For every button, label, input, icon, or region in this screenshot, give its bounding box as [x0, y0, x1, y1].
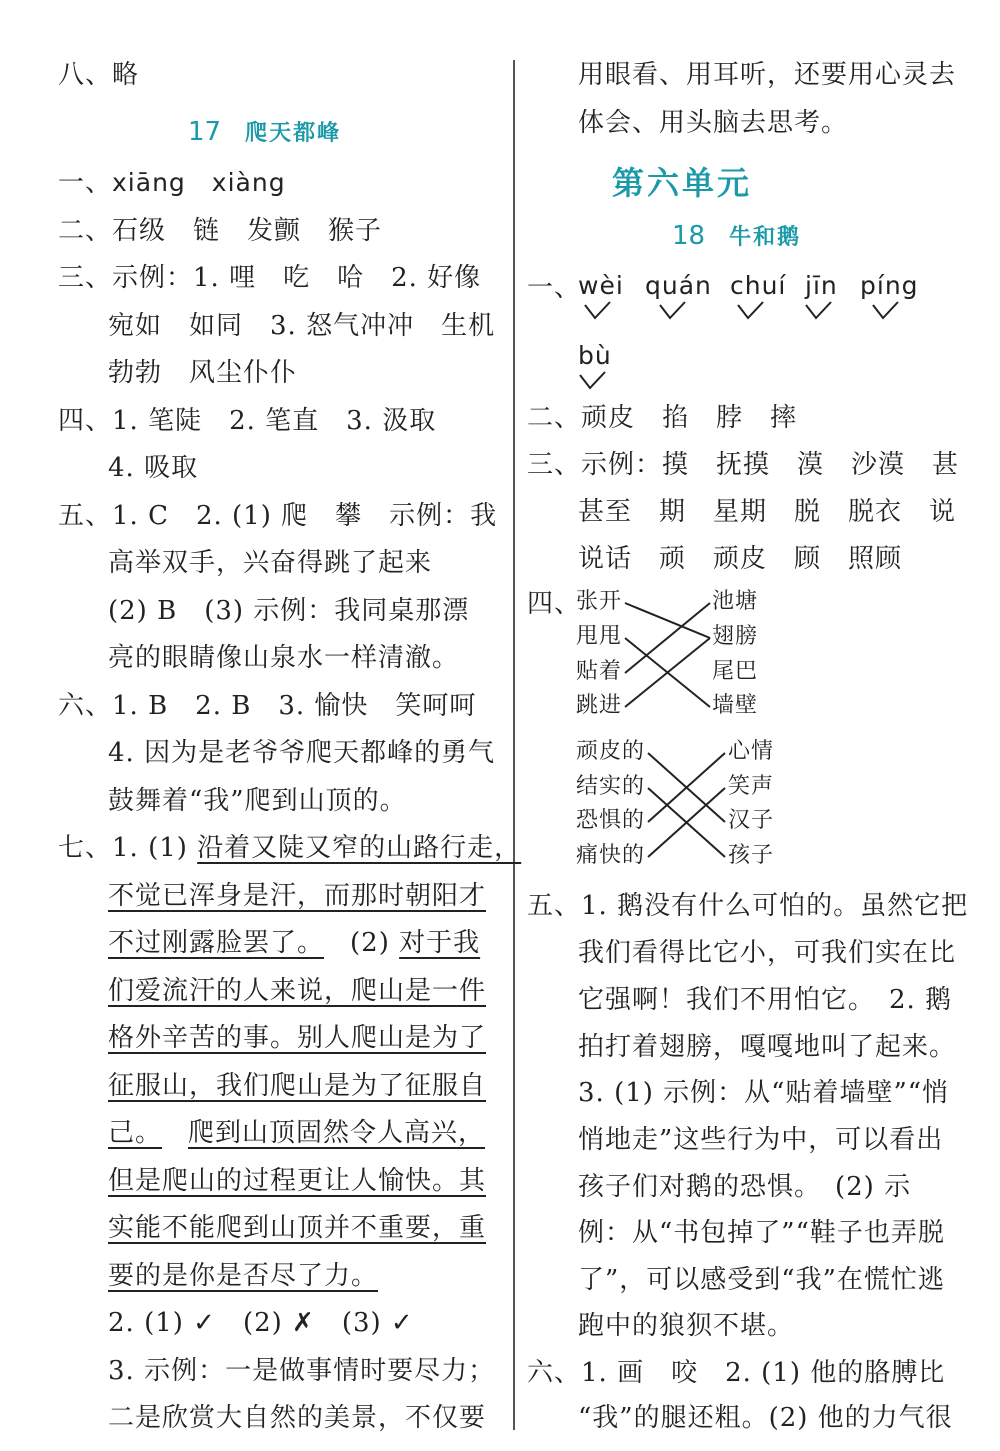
match-right-1: 池塘	[712, 589, 759, 614]
answer-5-cont3: 拍打着翅膀，嘎嘎地叫了起来。	[578, 1032, 957, 1062]
answer-5-cont2: (2) B (3) 示例：我同桌那漂	[108, 596, 470, 626]
answer-6: 六、1. 画 咬 2. (1) 他的胳膊比	[527, 1358, 946, 1388]
section-title: 牛和鹅	[729, 224, 802, 250]
answer-8: 八、略	[58, 60, 140, 90]
check-mark-icon	[873, 302, 898, 318]
answer-7-cont8: 实能不能爬到山顶并不重要，重	[108, 1213, 487, 1243]
section-number: 17	[188, 117, 222, 147]
answer-7-cont4: 格外辛苦的事。别人爬山是为了	[108, 1023, 487, 1053]
label: (2)	[350, 928, 400, 958]
answer-3-cont: 宛如 如同 3. 怒气冲冲 生机	[108, 311, 496, 341]
answer-3-cont: 甚至 期 星期 脱 脱衣 说	[578, 497, 957, 527]
answer-5-cont: 高举双手，兴奋得跳了起来	[108, 548, 433, 578]
answer-5-cont4: 3. (1) 示例：从“贴着墙壁”“悄	[578, 1078, 950, 1108]
answer-6-cont: 4. 因为是老爷爷爬天都峰的勇气	[108, 738, 496, 768]
pinyin-3: chuí	[730, 271, 787, 300]
check-mark-icon	[580, 372, 605, 388]
underlined-text: 对于我	[399, 928, 481, 958]
section-number: 18	[672, 221, 706, 251]
answer-5-cont5: 悄地走”这些行为中，可以看出	[578, 1125, 944, 1155]
answer-4-label: 四、	[527, 589, 582, 619]
match2-left-3: 恐惧的	[576, 808, 646, 833]
match-left-3: 贴着	[576, 659, 623, 684]
answer-5-cont2: 它强啊！我们不用怕它。 2. 鹅	[578, 985, 953, 1015]
answer-5-cont9: 跑中的狼狈不堪。	[578, 1311, 795, 1341]
answer-3-cont2: 说话 顽 顽皮 顾 照顾	[578, 544, 903, 574]
answer-3: 三、示例：摸 抚摸 漠 沙漠 甚	[527, 450, 960, 480]
match-left-1: 张开	[576, 589, 623, 614]
match-right-3: 尾巴	[712, 659, 759, 684]
section-title: 爬天都峰	[245, 120, 342, 146]
answer-3-cont2: 勃勃 风尘仆仆	[108, 358, 298, 388]
label: 一、	[58, 168, 113, 198]
underlined-text: 沿着又陡又窄的山路行走，	[197, 833, 522, 863]
answer-4-cont: 4. 吸取	[108, 453, 199, 483]
answer-7-cont3: 们爱流汗的人来说，爬山是一件	[108, 976, 487, 1006]
match2-right-3: 汉子	[728, 808, 775, 833]
match2-right-1: 心情	[728, 739, 775, 764]
pinyin-2: quán	[645, 271, 712, 300]
answer-5-cont3: 亮的眼睛像山泉水一样清澈。	[108, 643, 460, 673]
match2-left-2: 结实的	[576, 774, 646, 799]
check-mark-icon	[738, 302, 763, 318]
pinyin-1: wèi	[578, 271, 624, 300]
text-line: 体会、用头脑去思考。	[578, 108, 849, 138]
answer-7-2: 2. (1) ✓ (2) ✗ (3) ✓	[108, 1308, 414, 1338]
match2-right-4: 孩子	[728, 843, 775, 868]
match-line	[625, 603, 710, 673]
answer-6: 六、1. B 2. B 3. 愉快 笑呵呵	[58, 691, 477, 721]
unit-title: 第六单元	[612, 164, 753, 202]
match2-left-1: 顽皮的	[576, 739, 646, 764]
answer-2: 二、顽皮 掐 脖 摔	[527, 403, 798, 433]
underlined-text: 爬到山顶固然令人高兴，	[188, 1118, 486, 1148]
answer-7-cont7: 但是爬山的过程更让人愉快。其	[108, 1166, 487, 1196]
match-right-2: 翅膀	[712, 624, 759, 649]
match-line	[625, 603, 710, 638]
answer-5: 五、1. 鹅没有什么可怕的。虽然它把	[527, 891, 969, 921]
match2-left-4: 痛快的	[576, 843, 646, 868]
answer-4: 四、1. 笔陡 2. 笔直 3. 汲取	[58, 406, 437, 436]
pinyin-4: jīn	[805, 271, 838, 300]
text-line: 用眼看、用耳听，还要用心灵去	[578, 60, 957, 90]
answer-7-cont5: 征服山，我们爬山是为了征服自	[108, 1071, 487, 1101]
pinyin-6: bù	[578, 341, 612, 370]
answer-6-cont: “我”的腿还粗。(2) 他的力气很	[578, 1403, 953, 1433]
underlined-text: 己。	[108, 1118, 163, 1148]
answer-7-cont9: 要的是你是否尽了力。	[108, 1261, 379, 1291]
check-mark-icon	[660, 302, 685, 318]
check-mark-icon	[585, 302, 610, 318]
answer-5-cont6: 孩子们对鹅的恐惧。 (2) 示	[578, 1172, 912, 1202]
answer-6-cont2: 鼓舞着“我”爬到山顶的。	[108, 786, 407, 816]
label: 七、1. (1)	[58, 833, 198, 863]
answer-5-cont7: 例：从“书包掉了”“鞋子也弄脱	[578, 1218, 945, 1248]
answer-3: 三、示例：1. 哩 吃 哈 2. 好像	[58, 263, 482, 293]
answer-7-3: 3. 示例：一是做事情时要尽力；	[108, 1356, 496, 1386]
match-left-4: 跳进	[576, 693, 623, 718]
match2-right-2: 笑声	[728, 774, 775, 799]
match-right-4: 墙壁	[712, 693, 759, 718]
answer-5-cont: 我们看得比它小，可我们实在比	[578, 938, 957, 968]
answer-1-label: 一、	[527, 273, 582, 303]
match-left-2: 甩甩	[576, 624, 623, 649]
check-mark-icon	[806, 302, 831, 318]
answer-5-cont8: 了”，可以感受到“我”在慌忙逃	[578, 1265, 945, 1295]
answer-7-3-cont: 二是欣赏大自然的美景，不仅要	[108, 1403, 487, 1433]
answer-2: 二、石级 链 发颤 猴子	[58, 216, 383, 246]
pinyin: xiāng xiàng	[112, 168, 286, 197]
pinyin-5: píng	[860, 271, 919, 300]
underlined-text: 不过刚露脸罢了。	[108, 928, 325, 958]
answer-5: 五、1. C 2. (1) 爬 攀 示例：我	[58, 501, 498, 531]
answer-7-cont: 不觉已浑身是汗，而那时朝阳才	[108, 881, 487, 911]
